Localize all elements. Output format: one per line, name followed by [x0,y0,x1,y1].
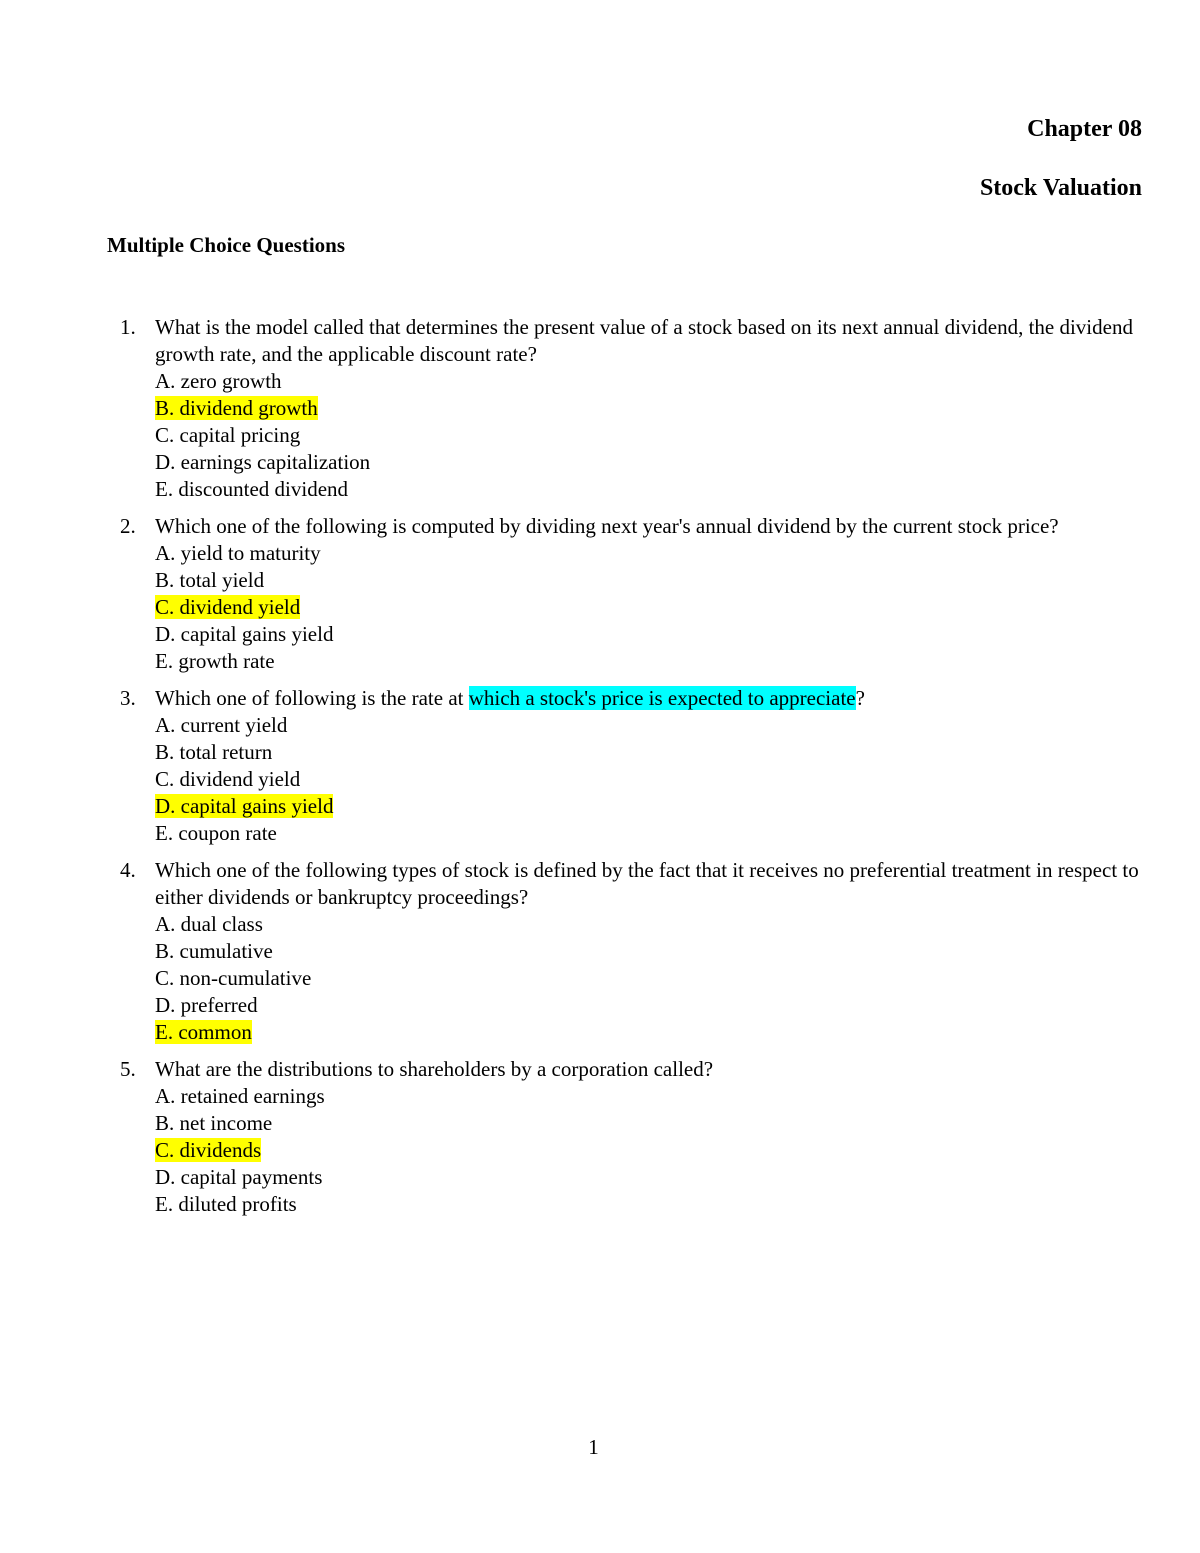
option-text: E. discounted dividend [155,477,349,501]
section-heading: Multiple Choice Questions [107,233,346,257]
option-text: B. cumulative [155,939,273,963]
option-item [155,1137,1152,1164]
option-item [155,766,1152,793]
question-text: What is the model called that determines the present value of a stock based on its next annual dividend, the dividend growth rate, and the applicable discount rate? [155,315,1133,366]
option-text: A. current yield [155,713,288,737]
question-list [107,314,1152,1228]
option-item [155,368,1152,395]
option-text: B. total yield [155,568,265,592]
option-item [155,449,1152,476]
option-list [155,712,1152,847]
option-item [155,739,1152,766]
option-text: A. dual class [155,912,263,936]
question-number: 5. [120,1057,136,1081]
page-number: 1 [588,1435,599,1459]
option-text: A. zero growth [155,369,282,393]
question-text: Which one of the following types of stock is defined by the fact that it receives no preferential treatment in respect to either dividends or bankruptcy proceedings? [155,858,1139,909]
question-text: What are the distributions to shareholders by a corporation called? [155,1057,714,1081]
question-text [155,685,1152,712]
option-list [155,540,1152,675]
option-item [155,648,1152,675]
option-item [155,540,1152,567]
option-list [155,911,1152,1046]
option-item [155,1019,1152,1046]
option-item [155,1164,1152,1191]
correct-answer-option: C. dividends [155,1138,262,1162]
option-text: D. preferred [155,993,258,1017]
option-text: E. diluted profits [155,1192,297,1216]
correct-answer-option: D. capital gains yield [155,794,334,818]
option-item [155,820,1152,847]
question-number: 3. [120,686,136,710]
option-item [155,621,1152,648]
option-text: D. capital gains yield [155,622,334,646]
question-item [107,857,1152,1046]
question-number: 1. [120,315,136,339]
question-number: 2. [120,514,136,538]
option-text: D. capital payments [155,1165,323,1189]
question-text-start: Which one of following is the rate at [155,686,469,710]
question-item [107,685,1152,847]
option-list [155,1083,1152,1218]
option-item [155,594,1152,621]
option-text: B. total return [155,740,273,764]
question-item [107,513,1152,675]
option-item [155,1191,1152,1218]
correct-answer-option: E. common [155,1020,252,1044]
question-item [107,1056,1152,1218]
chapter-title: Chapter 08 [1027,116,1142,142]
option-item [155,567,1152,594]
option-item [155,395,1152,422]
option-item [155,911,1152,938]
option-item [155,793,1152,820]
option-item [155,712,1152,739]
highlighted-question-phrase: which a stock's price is expected to appreciate [468,686,856,710]
question-text-end: ? [855,686,865,710]
option-item [155,1083,1152,1110]
option-text: D. earnings capitalization [155,450,371,474]
option-list [155,368,1152,503]
correct-answer-option: B. dividend growth [155,396,318,420]
option-text: C. capital pricing [155,423,301,447]
option-item [155,992,1152,1019]
option-item [155,422,1152,449]
option-text: A. yield to maturity [155,541,321,565]
option-text: B. net income [155,1111,273,1135]
question-text: Which one of the following is computed by dividing next year's annual dividend by the current stock price? [155,514,1059,538]
option-text: E. coupon rate [155,821,277,845]
option-item [155,476,1152,503]
option-text: A. retained earnings [155,1084,325,1108]
option-text: C. non-cumulative [155,966,312,990]
correct-answer-option: C. dividend yield [155,595,301,619]
chapter-subtitle: Stock Valuation [979,175,1142,201]
option-item [155,1110,1152,1137]
question-number: 4. [120,858,136,882]
question-item [107,314,1152,503]
option-text: E. growth rate [155,649,275,673]
option-item [155,938,1152,965]
option-text: C. dividend yield [155,767,301,791]
option-item [155,965,1152,992]
